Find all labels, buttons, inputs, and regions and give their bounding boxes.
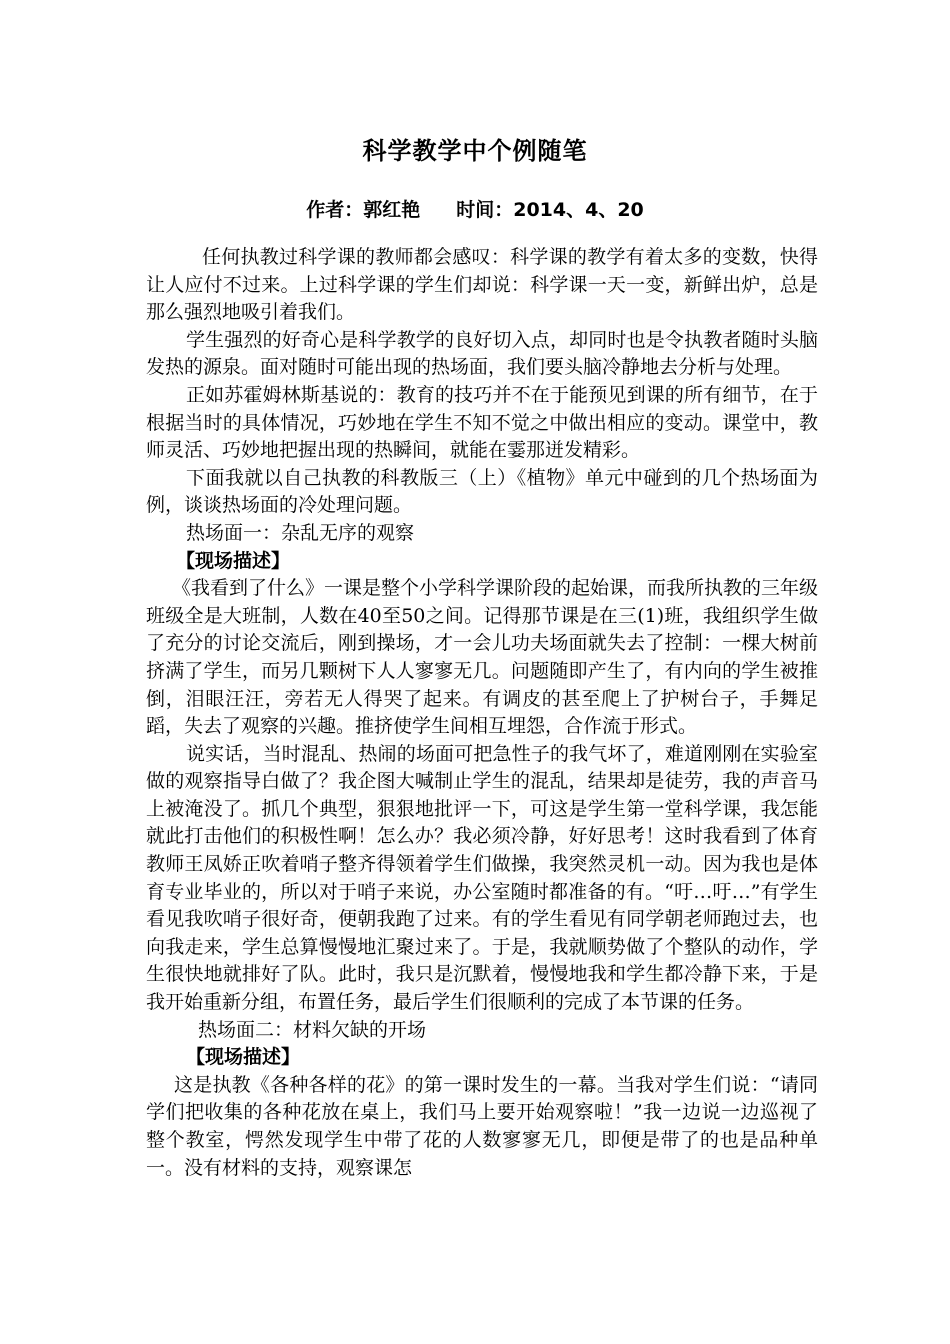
section-2-heading: 热场面二：材料欠缺的开场 xyxy=(198,1018,427,1041)
document-title: 科学教学中个例随笔 xyxy=(362,137,588,165)
section-2-paragraph-1: 这是执教《各种各样的花》的第一课时发生的一幕。当我对学生们说：“请同学们把收集的各种花放在桌上，我们马上要开始观察啦！”我一边说一边巡视了整个教室，愕然发现学生中带了花的人数寥寥无几，即便是带了的也是品种单一。没有材料的支持，观察课怎 xyxy=(146,1073,818,1179)
section-1-paragraph-2: 说实话，当时混乱、热闹的场面可把急性子的我气坏了，难道刚刚在实验室做的观察指导白做了？我企图大喊制止学生的混乱，结果却是徒劳，我的声音马上被淹没了。抓几个典型，狠狠地批评一下，可这是学生第一堂科学课，我怎能就此打击他们的积极性啊！怎么办？我必须冷静，好好思考！这时我看到了体育教师王凤娇正吹着哨子整齐得领着学生们做操，我突然灵机一动。因为我也是体育专业毕业的，所以对于哨子来说，办公室随时都准备的有。“吁…吁…”有学生看见我吹哨子很好奇，便朝我跑了过来。有的学生看见有同学朝老师跑过去，也向我走来，学生总算慢慢地汇聚过来了。于是，我就顺势做了个整队的动作，学生很快地就排好了队。此时，我只是沉默着，慢慢地我和学生都冷静下来，于是我开始重新分组，布置任务，最后学生们很顺利的完成了本节课的任务。 xyxy=(146,742,818,1014)
byline xyxy=(0,196,950,224)
paragraph-intro-3: 正如苏霍姆林斯基说的：教育的技巧并不在于能预见到课的所有细节，在于根据当时的具体情况，巧妙地在学生不知不觉之中做出相应的变动。课堂中，教师灵活、巧妙地把握出现的热瞬间，就能在霎那迸发精彩。 xyxy=(146,383,818,462)
paragraph-intro-4: 下面我就以自己执教的科教版三（上）《植物》单元中碰到的几个热场面为例，谈谈热场面的冷处理问题。 xyxy=(146,466,818,517)
section-1-paragraph-1: 《我看到了什么》一课是整个小学科学课阶段的起始课，而我所执教的三年级班级全是大班制，人数在40至50之间。记得那节课是在三(1)班，我组织学生做了充分的讨论交流后，刚到操场，才一会儿功夫场面就失去了控制：一棵大树前挤满了学生，而另几颗树下人人寥寥无几。问题随即产生了，有内向的学生被推倒，泪眼汪汪，旁若无人得哭了起来。有调皮的甚至爬上了护树台子，手舞足蹈，失去了观察的兴趣。推挤使学生间相互埋怨，合作流于形式。 xyxy=(146,577,819,738)
document-body xyxy=(146,244,818,1182)
section-1-heading: 热场面一：杂乱无序的观察 xyxy=(186,521,415,544)
author-label: 作者：郭红艳 xyxy=(306,199,421,221)
section-1-label: 【现场描述】 xyxy=(176,549,291,572)
date-label: 时间：2014、4、20 xyxy=(456,199,644,221)
paragraph-intro-2: 学生强烈的好奇心是科学教学的良好切入点，却同时也是令执教者随时头脑发热的源泉。面对随时可能出现的热场面，我们要头脑冷静地去分析与处理。 xyxy=(146,328,818,379)
paragraph-intro-1: 任何执教过科学课的教师都会感叹：科学课的教学有着太多的变数，快得让人应付不过来。上过科学课的学生们却说：科学课一天一变，新鲜出炉，总是那么强烈地吸引着我们。 xyxy=(146,246,818,324)
section-2-label: 【现场描述】 xyxy=(186,1046,301,1069)
